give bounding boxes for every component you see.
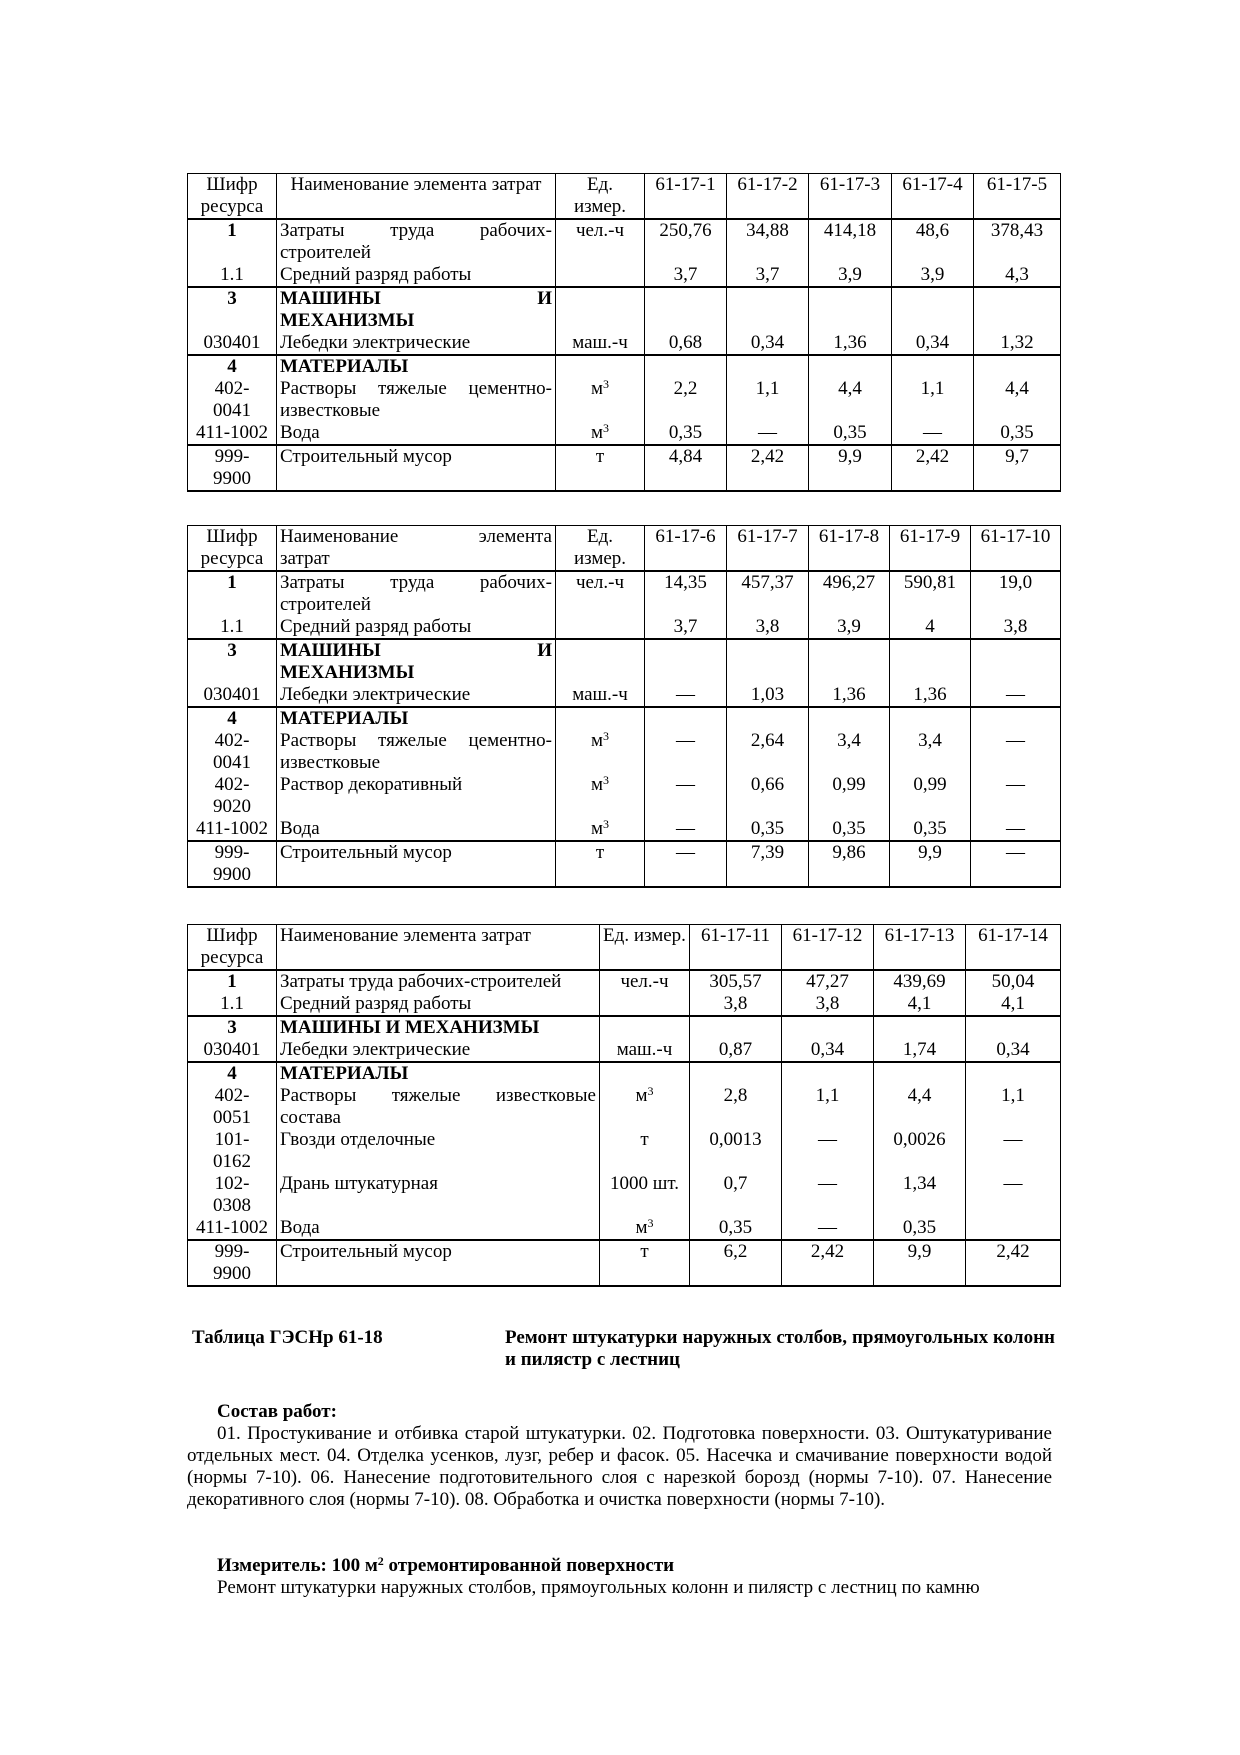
value-cell: 0,34 [892,287,974,355]
header-norm: 61-17-3 [809,174,892,220]
value-cell: 0,34 [782,1016,874,1062]
unit: т [600,1240,690,1286]
header-cost-name: Наименование элемента затрат [277,925,600,971]
header-norm: 61-17-7 [727,526,809,572]
norms-table-61-17-1-5 [187,173,1061,492]
resource-name: Затраты труда рабочих- строителей Средний разряд работы [277,219,556,287]
value-cell: 47,27 3,8 [782,970,874,1016]
unit: т [556,445,645,491]
resource-name: Затраты труда рабочих- строителей Средний разряд работы [277,571,556,639]
header-norm: 61-17-5 [974,174,1061,220]
value-cell: 9,9 [890,841,971,887]
resource-name: МАШИНЫ И МЕХАНИЗМЫ Лебедки электрические [277,287,556,355]
value-cell: 9,86 [809,841,890,887]
value-cell: 414,18 3,9 [809,219,892,287]
resource-code: 999- 9900 [188,841,277,887]
header-cost-name: Наименование элемента затрат [277,174,556,220]
value-cell: 0,34 [966,1016,1061,1062]
table-title: Ремонт штукатурки наружных столбов, прямоугольных колонн и пилястр с лестниц [505,1327,1055,1370]
last-line: Ремонт штукатурки наружных столбов, прямоугольных колонн и пилястр с лестниц по камню [217,1577,980,1598]
value-cell: 34,88 3,7 [727,219,809,287]
unit: $м^3$ $м^3$ $м^3$ [556,707,645,841]
value-cell: 457,37 3,8 [727,571,809,639]
value-cell: 1,1 — [727,355,809,445]
resource-code: 4 402- 0041 402- 9020 411-1002 [188,707,277,841]
table-row [188,287,1061,355]
header-unit: Ед. измер. [600,925,690,971]
norms-table-61-17-6-10 [187,525,1061,888]
table-row [188,1062,1061,1240]
works-heading: Состав работ: [217,1401,337,1422]
value-cell: 1,32 [974,287,1061,355]
table-row [188,219,1061,287]
table-row [188,1016,1061,1062]
table-row [188,707,1061,841]
value-cell: 1,1 — — [966,1062,1061,1240]
resource-name: МАТЕРИАЛЫ Растворы тяжелые известковые состава Гвозди отделочные Дрань штукатурная Вода [277,1062,600,1240]
value-cell: — [645,841,727,887]
header-norm: 61-17-2 [727,174,809,220]
table-row [188,639,1061,707]
value-cell: 250,76 3,7 [645,219,727,287]
resource-code: 3 030401 [188,639,277,707]
table-header-row [188,925,1061,971]
table-caption [187,1327,1060,1377]
header-resource-code: Шифр ресурса [188,925,277,971]
value-cell: — — — [971,707,1061,841]
header-norm: 61-17-10 [971,526,1061,572]
resource-name: МАШИНЫ И МЕХАНИЗМЫ Лебедки электрические [277,1016,600,1062]
header-norm: 61-17-13 [874,925,966,971]
value-cell: — [645,639,727,707]
table-row [188,445,1061,491]
unit: маш.-ч [556,639,645,707]
value-cell: 1,1 — — — [782,1062,874,1240]
value-cell: 439,69 4,1 [874,970,966,1016]
value-cell: 4,4 0,0026 1,34 0,35 [874,1062,966,1240]
unit: чел.-ч [556,571,645,639]
table-number: Таблица ГЭСНр 61-18 [192,1327,383,1348]
value-cell: 9,9 [809,445,892,491]
table-header-row [188,174,1061,220]
value-cell: 1,74 [874,1016,966,1062]
value-cell: 19,0 3,8 [971,571,1061,639]
header-norm: 61-17-11 [690,925,782,971]
value-cell: 2,64 0,66 0,35 [727,707,809,841]
table-header-row [188,526,1061,572]
value-cell: — [971,841,1061,887]
resource-name: МАТЕРИАЛЫ Растворы тяжелые цементно- известковые Раствор декоративный Вода [277,707,556,841]
value-cell: 0,34 [727,287,809,355]
value-cell: 0,87 [690,1016,782,1062]
resource-code: 3 030401 [188,287,277,355]
header-norm: 61-17-8 [809,526,890,572]
resource-code: 1 1.1 [188,970,277,1016]
header-resource-code: Шифр ресурса [188,526,277,572]
value-cell: 6,2 [690,1240,782,1286]
value-cell: 4,4 0,35 [809,355,892,445]
header-unit: Ед. измер. [556,526,645,572]
value-cell: 2,42 [727,445,809,491]
resource-name: МАШИНЫ И МЕХАНИЗМЫ Лебедки электрические [277,639,556,707]
value-cell: 1,36 [809,639,890,707]
value-cell: 1,03 [727,639,809,707]
resource-code: 3 030401 [188,1016,277,1062]
resource-name: Строительный мусор [277,445,556,491]
header-norm: 61-17-12 [782,925,874,971]
header-norm: 61-17-9 [890,526,971,572]
value-cell: 1,1 — [892,355,974,445]
value-cell: 1,36 [890,639,971,707]
value-cell: 0,68 [645,287,727,355]
value-cell: 48,6 3,9 [892,219,974,287]
value-cell: 3,4 0,99 0,35 [809,707,890,841]
resource-code: 999- 9900 [188,1240,277,1286]
header-resource-code: Шифр ресурса [188,174,277,220]
works-text: 01. Простукивание и отбивка старой штукатурки. 02. Подготовка поверхности. 03. Оштукатуривание отдельных мест. 04. Отделка усенков, лузг, ребер и фасок. 05. Насечка и смачивание поверхности водой (нормы 7-10). 06. Нанесение подготовительного слоя с нарезкой борозд (нормы 7-10). 07. Нанесение декоративного слоя (нормы 7-10). 08. Обработка и очистка поверхности (нормы 7-10). [187,1423,1052,1510]
value-cell: 378,43 4,3 [974,219,1061,287]
value-cell: 1,36 [809,287,892,355]
resource-code: 4 402- 0041 411-1002 [188,355,277,445]
value-cell: 496,27 3,9 [809,571,890,639]
value-cell: 2,2 0,35 [645,355,727,445]
header-norm: 61-17-4 [892,174,974,220]
value-cell: 7,39 [727,841,809,887]
value-cell: 590,81 4 [890,571,971,639]
header-cost-name: Наименование элемента затрат [277,526,556,572]
value-cell: 2,42 [966,1240,1061,1286]
resource-code: 1 1.1 [188,219,277,287]
norms-table-61-17-11-14 [187,924,1061,1287]
value-cell: 2,42 [892,445,974,491]
table-row [188,355,1061,445]
unit: чел.-ч [600,970,690,1016]
value-cell: 305,57 3,8 [690,970,782,1016]
unit: чел.-ч [556,219,645,287]
unit: $м^3$ т 1000 шт. $м^3$ [600,1062,690,1240]
resource-code: 4 402- 0051 101- 0162 102- 0308 411-1002 [188,1062,277,1240]
resource-name: МАТЕРИАЛЫ Растворы тяжелые цементно- известковые Вода [277,355,556,445]
table-row [188,841,1061,887]
value-cell: 50,04 4,1 [966,970,1061,1016]
resource-name: Строительный мусор [277,841,556,887]
unit: $м^3$ $м^3$ [556,355,645,445]
table-row [188,571,1061,639]
table-row [188,1240,1061,1286]
resource-name: Строительный мусор [277,1240,600,1286]
value-cell: 3,4 0,99 0,35 [890,707,971,841]
value-cell: 9,7 [974,445,1061,491]
value-cell: — [971,639,1061,707]
resource-code: 999- 9900 [188,445,277,491]
table-row [188,970,1061,1016]
value-cell: 2,8 0,0013 0,7 0,35 [690,1062,782,1240]
unit: маш.-ч [600,1016,690,1062]
header-norm: 61-17-6 [645,526,727,572]
unit: т [556,841,645,887]
value-cell: 2,42 [782,1240,874,1286]
header-norm: 61-17-14 [966,925,1061,971]
value-cell: 9,9 [874,1240,966,1286]
resource-code: 1 1.1 [188,571,277,639]
value-cell: — — — [645,707,727,841]
value-cell: 14,35 3,7 [645,571,727,639]
header-unit: Ед. измер. [556,174,645,220]
resource-name: Затраты труда рабочих-строителей Средний разряд работы [277,970,600,1016]
header-norm: 61-17-1 [645,174,727,220]
meter-line: Измеритель: 100 $м^2$ отремонтированной поверхности [217,1554,675,1576]
value-cell: 4,4 0,35 [974,355,1061,445]
unit: маш.-ч [556,287,645,355]
value-cell: 4,84 [645,445,727,491]
